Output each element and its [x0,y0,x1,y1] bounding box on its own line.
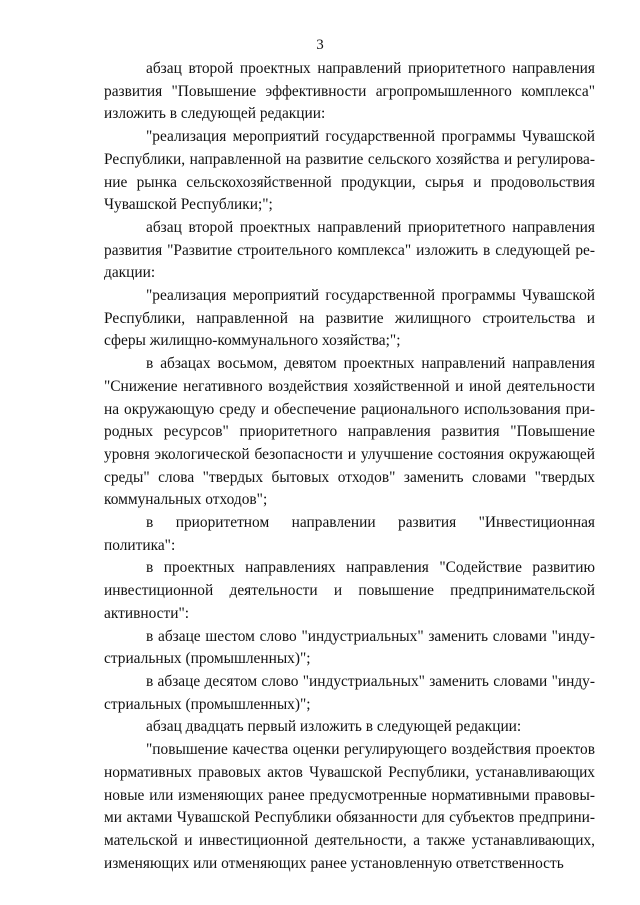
paragraph-5: в абзацах восьмом, девятом проектных направлений направления "Снижение негативного воздействия хозяйственной и иной деятельности на окружающую среду и обеспечение рационального использования природных ресурсов" приоритетного направления развития "Повышение уровня экологической безопасности и улучшение состояния окружающей среды" слова "твердых бытовых отходов" заменить словами "твердых коммунальных отходов"; [104,355,595,509]
paragraph-10: абзац двадцать первый изложить в следующей редакции: [146,718,522,736]
paragraph-11: "повышение качества оценки регулирующего воздействия проектов нормативных правовых актов Чувашской Республики, устанавливающих новые или изменяющих ранее предусмотренные нормативными правовыми актами Чувашской Республики обязанности для субъектов предпринимательской и инвестиционной деятельности, а также устанавливающих, изменяющих или отменяющих ранее установленную ответственность [104,741,595,872]
paragraph-2: "реализация мероприятий государственной программы Чувашской Республики, направленной на развитие сельского хозяйства и регулирование рынка сельскохозяйственной продукции, сырья и продовольствия Чувашской Республики;"; [104,128,595,214]
paragraph-6: в приоритетном направлении развития "Инвестиционная политика": [104,514,595,554]
document-body [104,58,595,875]
paragraph-3: абзац второй проектных направлений приоритетного направления развития "Развитие строительного комплекса" изложить в следующей редакции: [104,218,595,282]
paragraph-4: "реализация мероприятий государственной программы Чувашской Республики, направленной на развитие жилищного строительства и сферы жилищно-коммунального хозяйства;"; [104,287,595,350]
paragraph-1: абзац второй проектных направлений приоритетного направления развития "Повышение эффективности агропромышленного комплекса" изложить в следующей редакции: [104,60,595,123]
paragraph-7: в проектных направлениях направления "Содействие развитию инвестиционной деятельности и повышение предпринимательской активности": [104,559,595,622]
page-number: 3 [316,37,324,53]
paragraph-8: в абзаце шестом слово "индустриальных" заменить словами "индустриальных (промышленных)"; [104,627,595,668]
paragraph-9: в абзаце десятом слово "индустриальных" заменить словами "индустриальных (промышленных)"; [104,672,595,713]
